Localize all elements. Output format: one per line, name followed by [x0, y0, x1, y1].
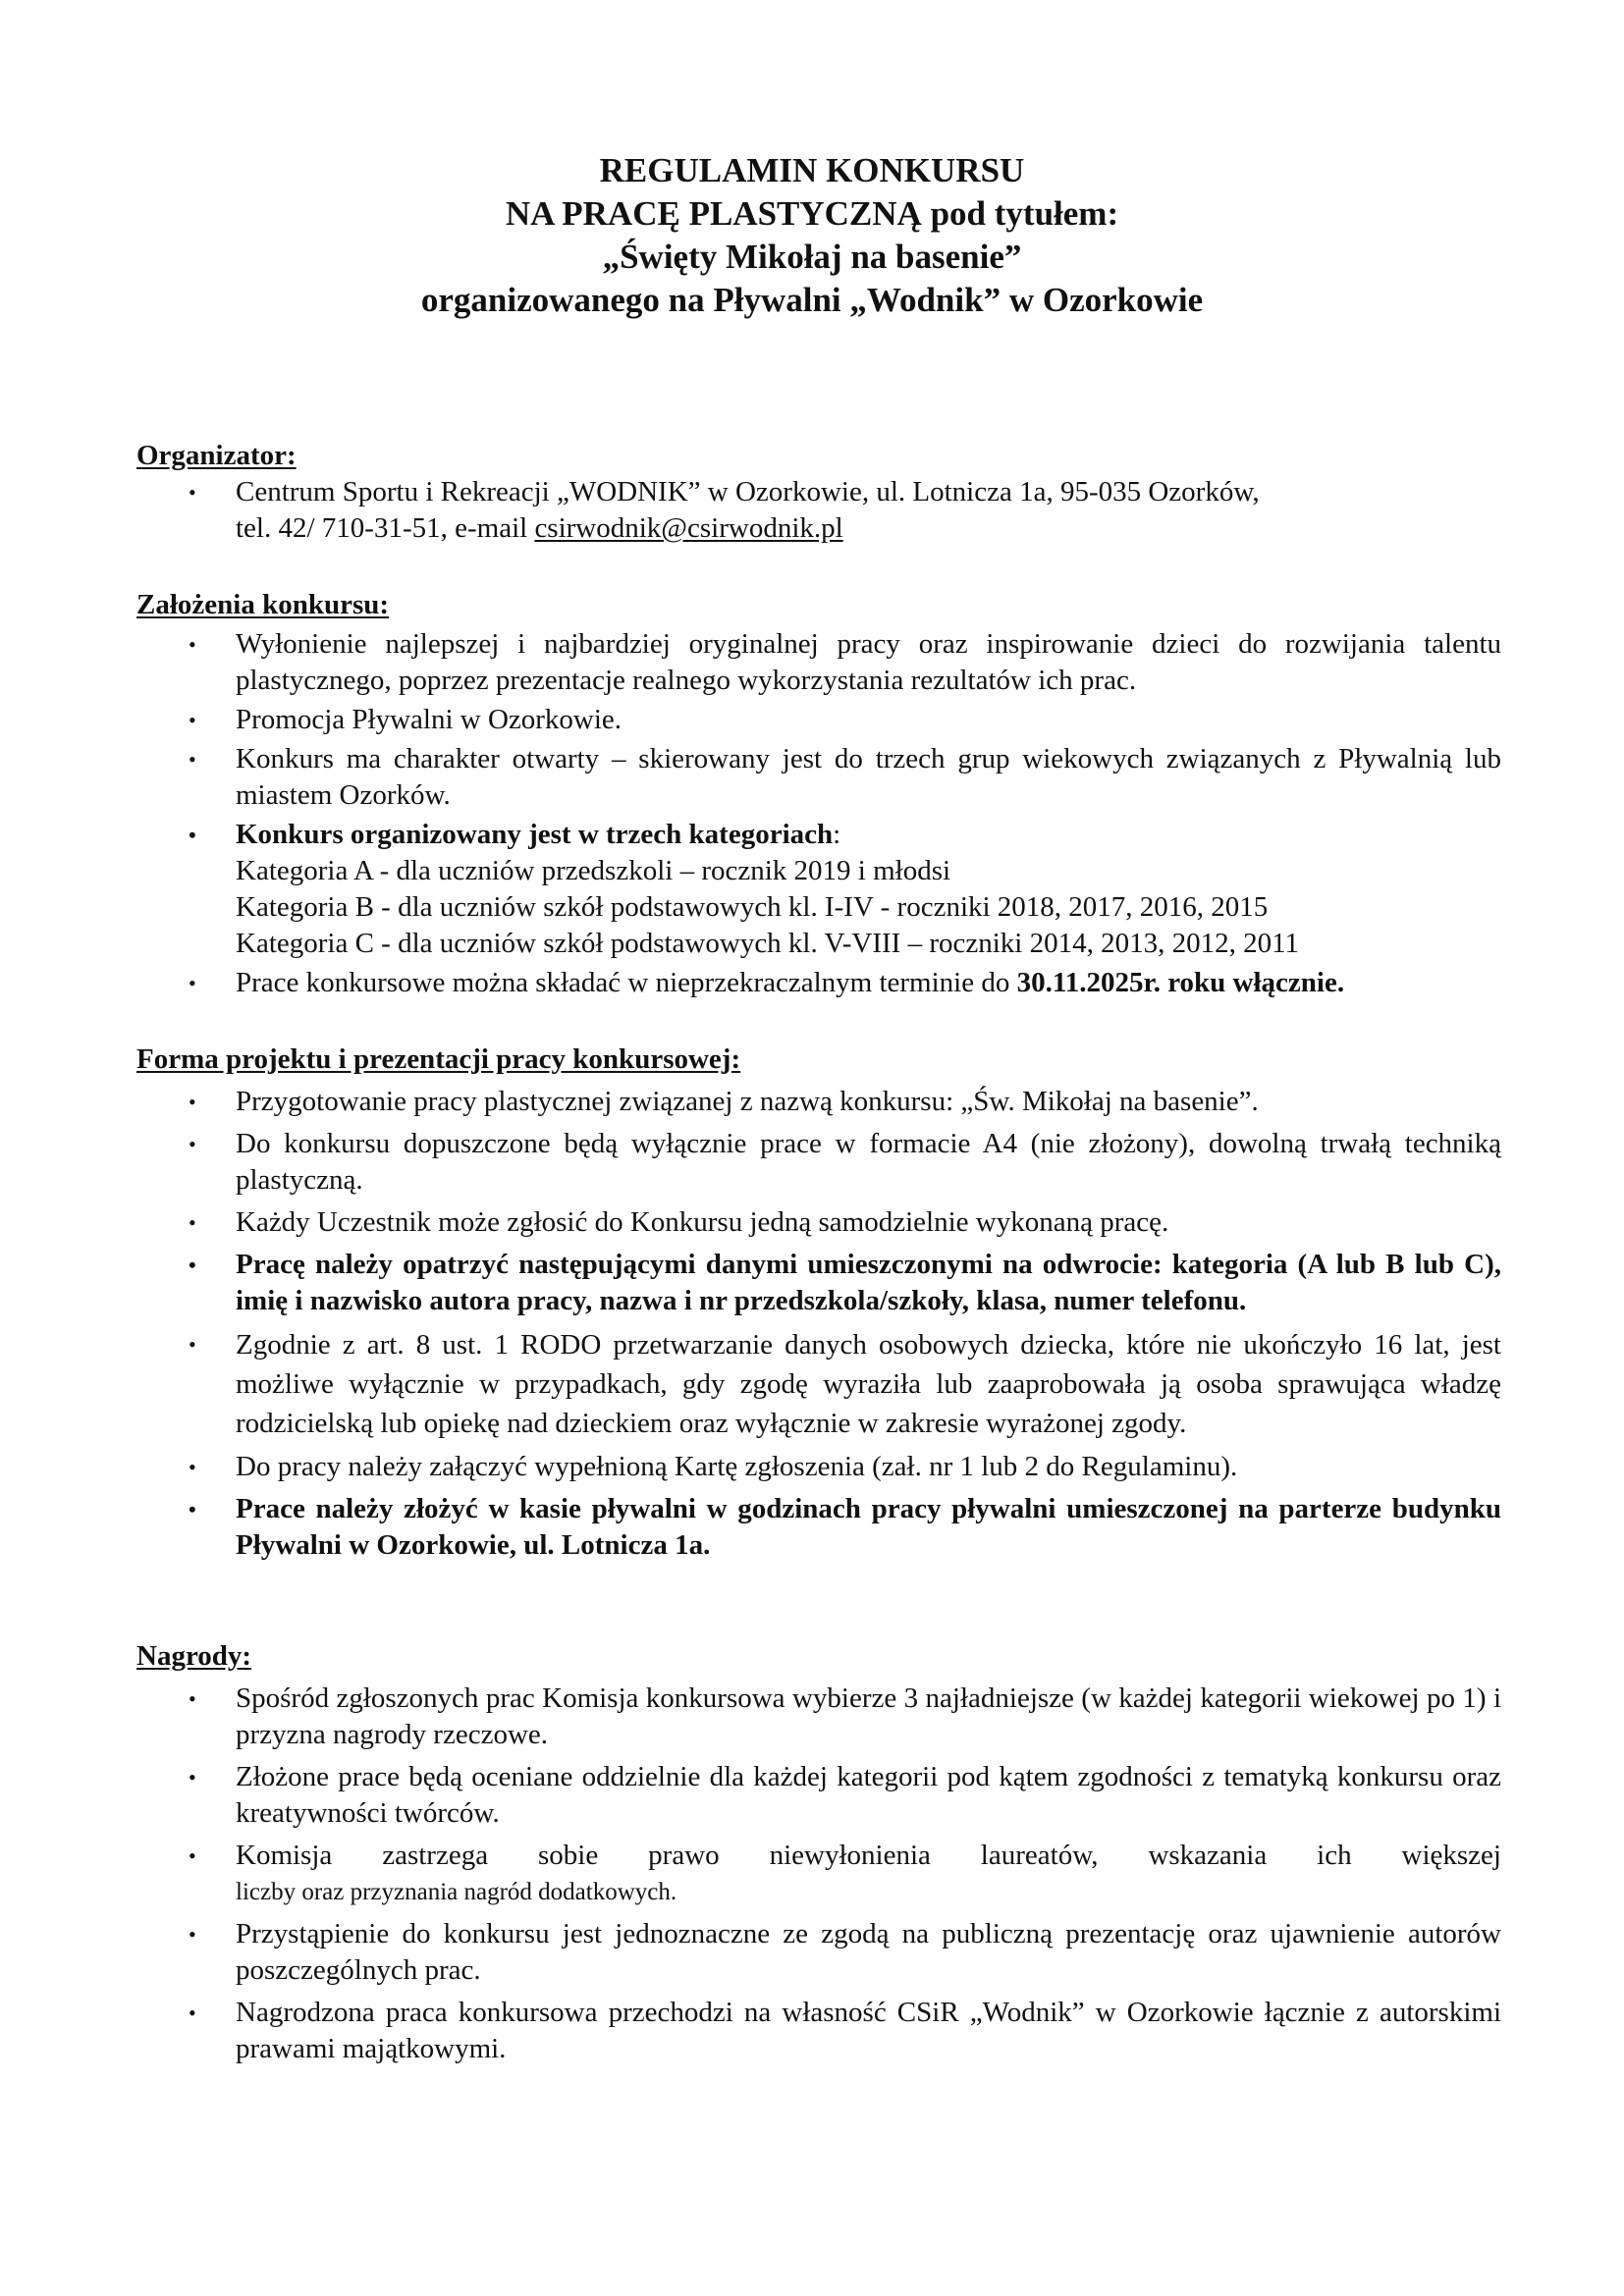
bullet-icon: • — [189, 1253, 196, 1277]
item-text: Nagrodzona praca konkursowa przechodzi na własność CSiR „Wodnik” w Ozorkowie łącznie z autorskimi prawami majątkowymi. — [236, 1997, 1501, 2064]
list-item — [136, 965, 1501, 1001]
spacer — [136, 1564, 1501, 1637]
title-line-2: NA PRACĘ PLASTYCZNĄ pod tytułem: — [505, 194, 1119, 233]
bullet-icon: • — [189, 823, 196, 847]
category-b: Kategoria B - dla uczniów szkół podstawowych kl. I-IV - roczniki 2018, 2017, 2016, 2015 — [236, 891, 1269, 923]
bullet-icon: • — [189, 1922, 196, 1947]
item-text: Do konkursu dopuszczone będą wyłącznie prace w formacie A4 (nie złożony), dowolną trwałą techniką plastyczną. — [236, 1128, 1501, 1196]
categories-intro-colon: : — [833, 819, 841, 850]
document-body — [136, 437, 1501, 2067]
list-item — [136, 626, 1501, 699]
list-item — [136, 1084, 1501, 1120]
item-text: Promocja Pływalni w Ozorkowie. — [236, 704, 623, 735]
form-list — [136, 1084, 1501, 1564]
section-heading-prizes: Nagrody: — [136, 1640, 252, 1672]
categories-intro — [236, 817, 1501, 853]
bullet-icon: • — [189, 1455, 196, 1479]
category-c: Kategoria C - dla uczniów szkół podstawowych kl. V-VIII – roczniki 2014, 2013, 2012, 2011 — [236, 928, 1300, 959]
bullet-icon: • — [189, 747, 196, 772]
item-text: Prace należy złożyć w kasie pływalni w godzinach pracy pływalni umieszczonej na parterze budynku Pływalni w Ozorkowie, ul. Lotnicza 1a. — [236, 1493, 1501, 1561]
title-line-1: REGULAMIN KONKURSU — [599, 151, 1025, 189]
prizes-list — [136, 1681, 1501, 2067]
organizer-contact — [236, 510, 1501, 547]
section-heading-assumptions: Założenia konkursu: — [136, 589, 390, 620]
bullet-icon: • — [189, 632, 196, 657]
list-item — [136, 1838, 1501, 1910]
item-text: Pracę należy opatrzyć następującymi danymi umieszczonymi na odwrocie: kategoria (A lub B lub C), imię i nazwisko autora pracy, nazwa i nr przedszkola/szkoły, klasa, numer telefonu. — [236, 1249, 1501, 1316]
bullet-icon: • — [189, 1090, 196, 1114]
deadline-text: Prace konkursowe można składać w nieprzekraczalnym terminie do — [236, 967, 1017, 998]
item-text: Do pracy należy załączyć wypełnioną Kartę zgłoszenia (zał. nr 1 lub 2 do Regulaminu). — [236, 1451, 1238, 1482]
spacer — [136, 1001, 1501, 1041]
item-text: Złożone prace będą oceniane oddzielnie dla każdej kategorii pod kątem zgodności z tematyką konkursu oraz kreatywności twórców. — [236, 1761, 1501, 1829]
bullet-icon: • — [189, 1210, 196, 1235]
list-item — [136, 1247, 1501, 1319]
list-item — [136, 1759, 1501, 1832]
list-item — [136, 1681, 1501, 1753]
item-text: Wyłonienie najlepszej i najbardziej oryginalnej pracy oraz inspirowanie dzieci do rozwijania talentu plastycznego, poprzez prezentacje realnego wykorzystania rezultatów ich prac. — [236, 628, 1501, 696]
section-form — [136, 1041, 1501, 1564]
organizer-list — [136, 474, 1501, 547]
section-heading-organizer: Organizator: — [136, 440, 297, 471]
list-item — [136, 702, 1501, 738]
title-line-4: organizowanego na Pływalni „Wodnik” w Ozorkowie — [420, 281, 1204, 319]
email-link[interactable]: csirwodnik@csirwodnik.pl — [534, 512, 843, 544]
item-text-small: liczby oraz przyznania nagród dodatkowych. — [236, 1879, 677, 1905]
bullet-icon: • — [189, 1843, 196, 1868]
bullet-icon: • — [189, 1132, 196, 1156]
item-text: Spośród zgłoszonych prac Komisja konkursowa wybierze 3 najładniejsze (w każdej kategorii wiekowej po 1) i przyzna nagrody rzeczowe. — [236, 1682, 1501, 1750]
item-text: Przygotowanie pracy plastycznej związanej z nazwą konkursu: „Św. Mikołaj na basenie”. — [236, 1086, 1259, 1117]
list-item — [136, 1449, 1501, 1485]
deadline-date: 30.11.2025r. roku włącznie. — [1016, 967, 1345, 998]
item-text: Przystąpienie do konkursu jest jednoznaczne ze zgodą na publiczną prezentację oraz ujawnienie autorów poszczególnych prac. — [236, 1918, 1501, 1986]
organizer-address: Centrum Sportu i Rekreacji „WODNIK” w Ozorkowie, ul. Lotnicza 1a, 95-035 Ozorków, — [236, 476, 1260, 507]
section-assumptions — [136, 586, 1501, 1001]
item-text: Zgodnie z art. 8 ust. 1 RODO przetwarzanie danych osobowych dziecka, które nie ukończyło 16 lat, jest możliwe wyłącznie w przypadkach, gdy zgodę wyraziła lub zaaprobowała ją osoba sprawująca władzę rodzicielską lub opiekę nad dzieckiem oraz wyłącznie w zakresie wyrażonej zgody. — [236, 1329, 1501, 1439]
list-item — [136, 817, 1501, 962]
list-item — [136, 1325, 1501, 1443]
assumptions-list — [136, 626, 1501, 1001]
spacer — [136, 547, 1501, 586]
bullet-icon: • — [189, 1765, 196, 1789]
bullet-icon: • — [189, 708, 196, 732]
document-title — [0, 149, 1624, 322]
list-item — [136, 1491, 1501, 1564]
list-item — [136, 741, 1501, 814]
bullet-icon: • — [189, 2001, 196, 2025]
categories-intro-bold: Konkurs organizowany jest w trzech kategoriach — [236, 819, 834, 850]
list-item — [136, 1126, 1501, 1199]
bullet-icon: • — [189, 480, 196, 505]
section-heading-form: Forma projektu i prezentacji pracy konkursowej: — [136, 1043, 741, 1075]
bullet-icon: • — [189, 1686, 196, 1711]
list-item — [136, 1204, 1501, 1241]
item-text: Komisja zastrzega sobie prawo niewyłonienia laureatów, wskazania ich większej — [236, 1840, 1501, 1871]
list-item — [136, 1995, 1501, 2067]
item-text: Każdy Uczestnik może zgłosić do Konkursu jedną samodzielnie wykonaną pracę. — [236, 1206, 1169, 1238]
title-line-3: „Święty Mikołaj na basenie” — [602, 238, 1022, 276]
section-prizes — [136, 1637, 1501, 2067]
list-item — [136, 474, 1501, 547]
bullet-icon: • — [189, 1332, 196, 1357]
bullet-icon: • — [189, 971, 196, 995]
section-organizer — [136, 437, 1501, 547]
bullet-icon: • — [189, 1497, 196, 1522]
category-a: Kategoria A - dla uczniów przedszkoli – rocznik 2019 i młodsi — [236, 855, 951, 886]
item-text: Konkurs ma charakter otwarty – skierowany jest do trzech grup wiekowych związanych z Pływalnią lub miastem Ozorków. — [236, 743, 1501, 811]
organizer-phone: tel. 42/ 710-31-51, e-mail — [236, 512, 535, 544]
list-item — [136, 1916, 1501, 1989]
